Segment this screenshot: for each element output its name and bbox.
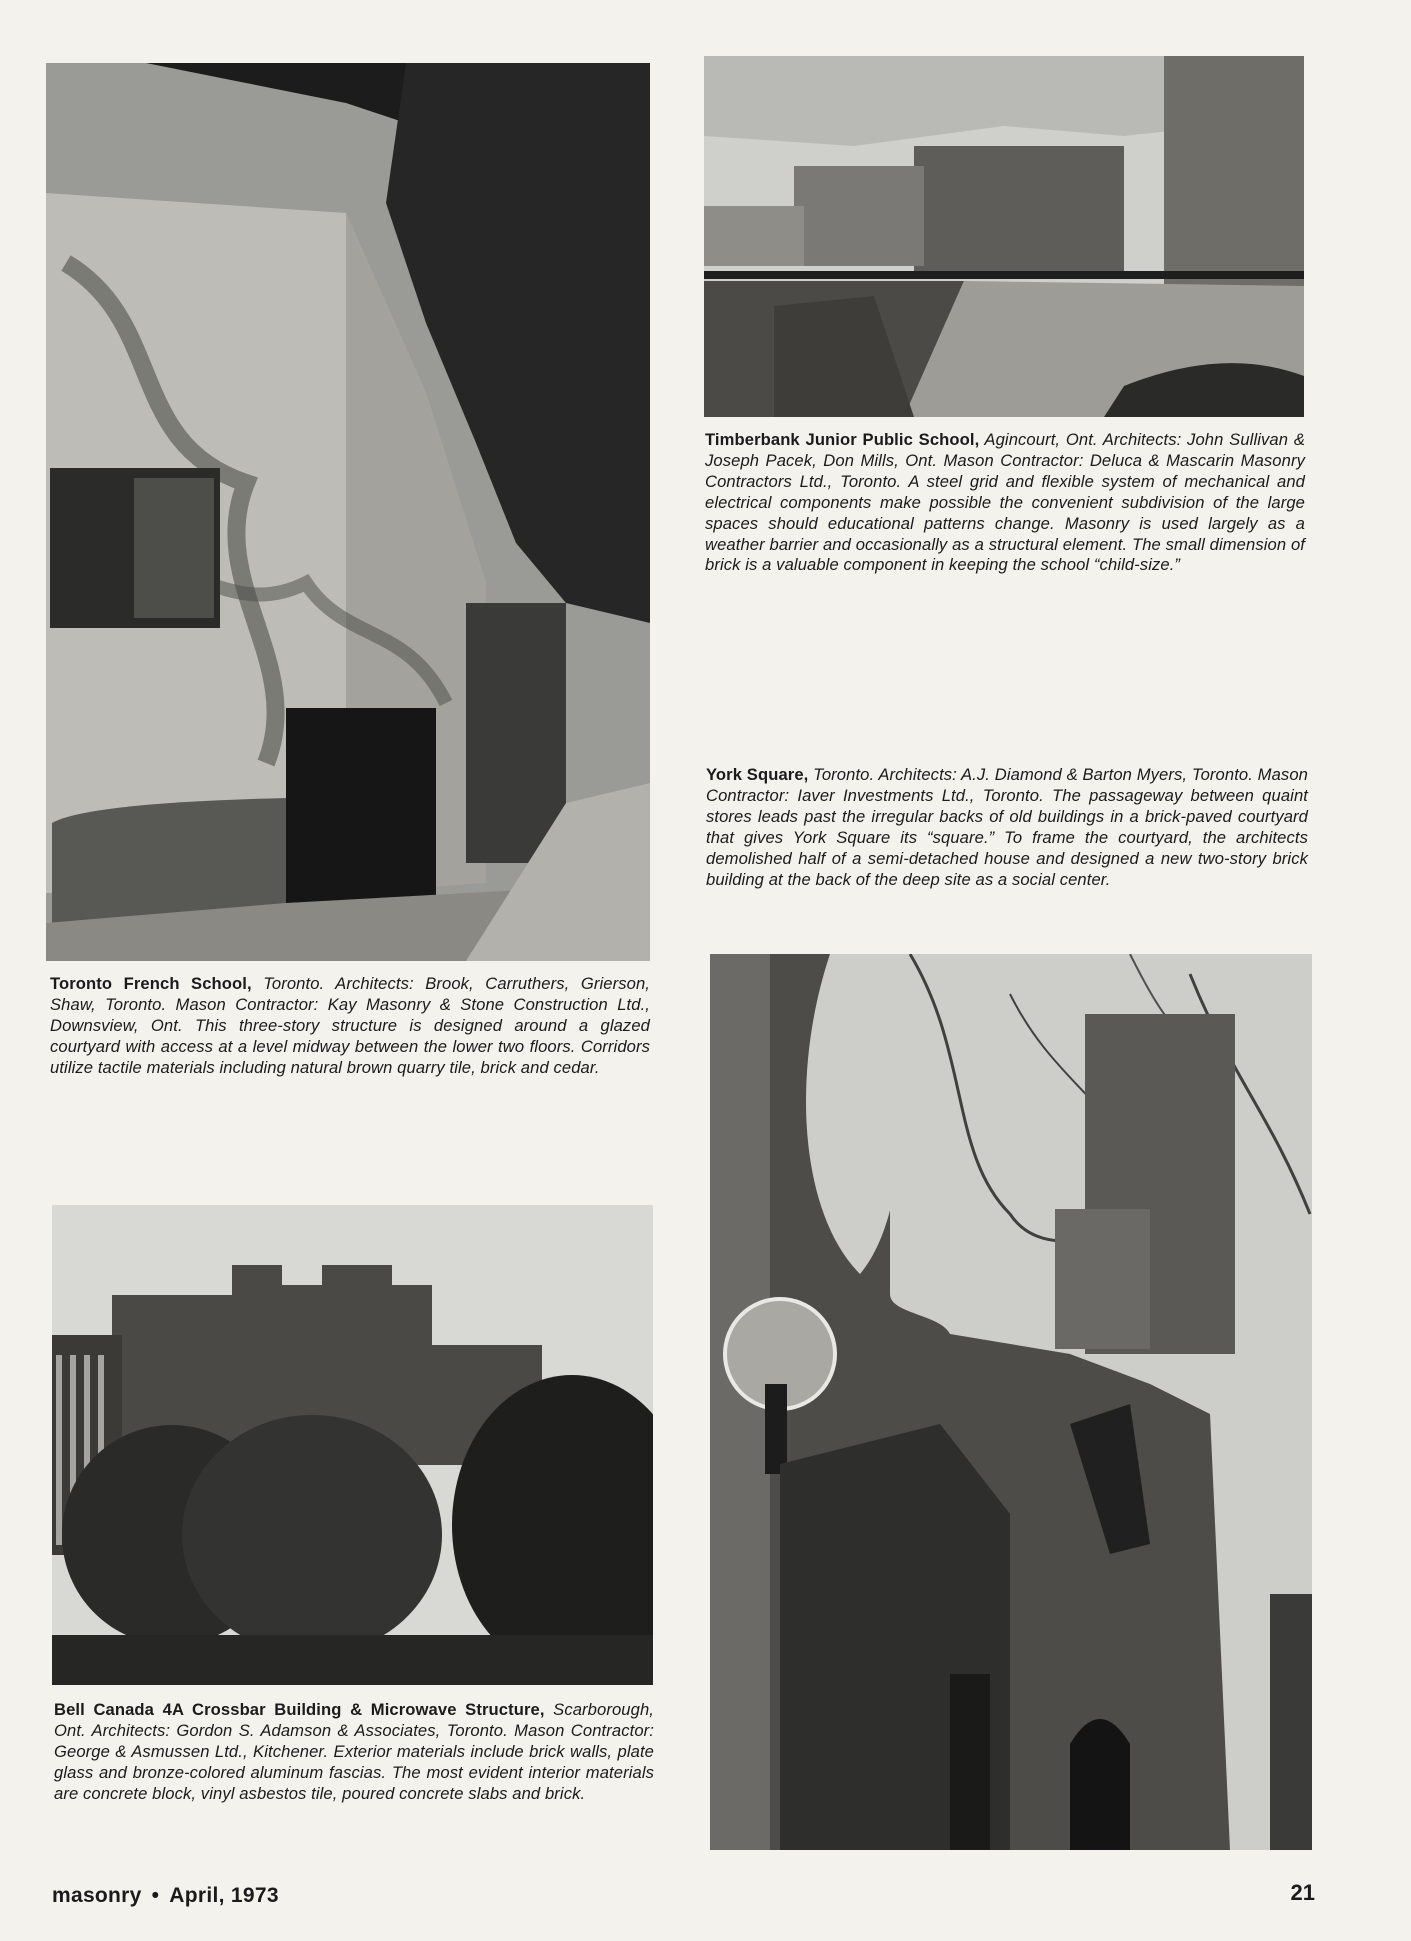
caption-york-square [706,765,1308,890]
page-number: 21 [1290,1880,1315,1905]
caption-lead: Bell Canada 4A Crossbar Building & Microwave Structure, [54,1700,545,1719]
caption-body: Toronto. Architects: Brook, Carruthers, Grierson, Shaw, Toronto. Mason Contractor: Kay Masonry & Stone Construction Ltd., Downsview, Ont. This three-story structure is designed around a glazed courtyard with access at a level midway between the lower two floors. Corridors utilize tactile materials including natural brown quarry tile, brick and cedar. [50,974,650,1077]
caption-toronto-french-school [50,974,650,1079]
footer-publication [52,1884,279,1908]
caption-body: Scarborough, Ont. Architects: Gordon S. Adamson & Associates, Toronto. Mason Contractor: George & Asmussen Ltd., Kitchener. Exterior materials include brick walls, plate glass and bronze-colored aluminum fascias. The most evident interior materials are concrete block, vinyl asbestos tile, poured concrete slabs and brick. [54,1700,654,1803]
bullet-separator: • [151,1884,160,1907]
publication-name: masonry [52,1884,142,1907]
photo-toronto-french-school [46,63,650,961]
caption-body: Toronto. Architects: A.J. Diamond & Barton Myers, Toronto. Mason Contractor: Iaver Investments Ltd., Toronto. The passageway between quaint stores leads past the irregular backs of old buildings in a brick-paved courtyard that gives York Square its “square.” To frame the courtyard, the architects demolished half of a semi-detached house and designed a new two-story brick building at the back of the deep site as a social center. [706,765,1308,889]
caption-lead: Timberbank Junior Public School, [705,430,980,449]
caption-timberbank [705,430,1305,576]
caption-lead: York Square, [706,765,809,784]
caption-bell-canada [54,1700,654,1805]
caption-body: Agincourt, Ont. Architects: John Sullivan & Joseph Pacek, Don Mills, Ont. Mason Contractor: Deluca & Mascarin Masonry Contractors Ltd., Toronto. A steel grid and flexible system of mechanical and electrical components make possible the convenient subdivision of the large spaces should educational patterns change. Masonry is used largely as a weather barrier and occasionally as a structural element. The small dimension of brick is a valuable component in keeping the school “child-size.” [705,430,1305,575]
photo-bell-canada [52,1205,653,1685]
photo-york-square [710,954,1312,1850]
caption-lead: Toronto French School, [50,974,252,993]
photo-timberbank [704,56,1304,417]
issue-date: April, 1973 [169,1884,279,1907]
